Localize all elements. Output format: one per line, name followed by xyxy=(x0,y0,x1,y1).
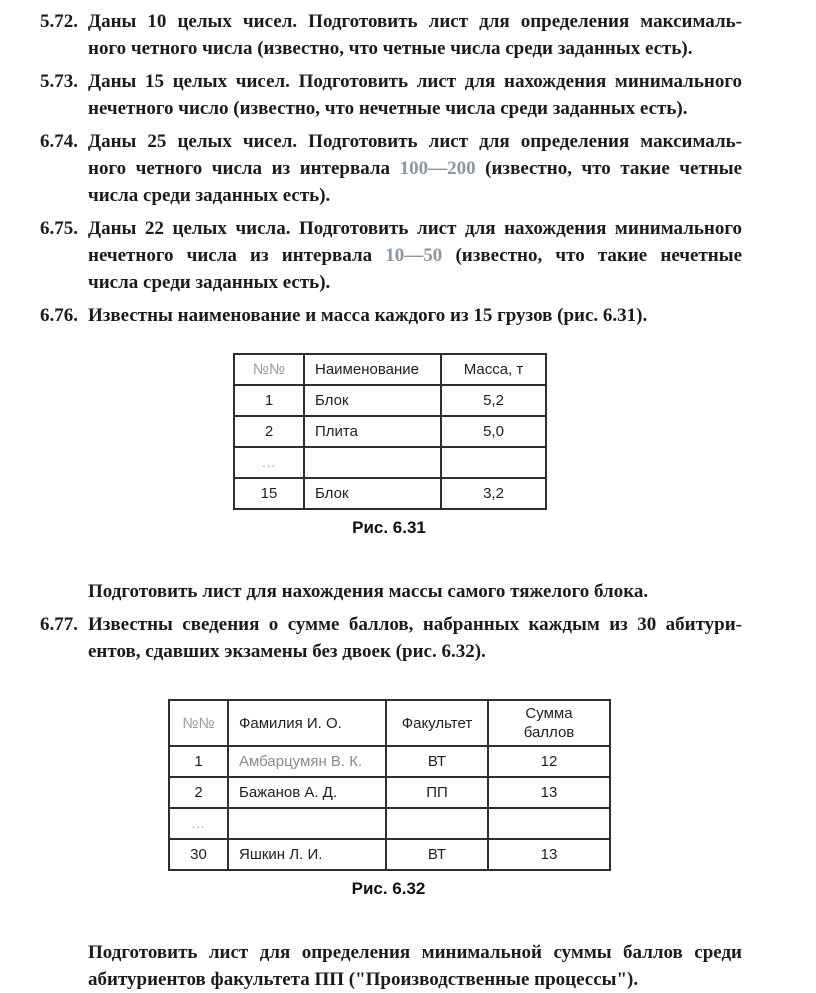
problem-text xyxy=(88,302,742,329)
table-cell: 12 xyxy=(488,746,610,777)
table-cell xyxy=(441,447,546,478)
table-cell: ВТ xyxy=(386,746,488,777)
problem-text xyxy=(88,611,742,665)
table-cell: 15 xyxy=(234,478,304,509)
problem-text xyxy=(88,215,742,296)
interval-range: 100—200 xyxy=(399,158,476,179)
problem-text xyxy=(88,68,742,122)
figure-6-31 xyxy=(233,353,545,538)
problem-text xyxy=(88,8,742,62)
table-header-row xyxy=(169,700,610,746)
text-line: Подготовить лист для нахождения массы самого тяжелого блока. xyxy=(88,581,649,602)
table-row xyxy=(169,839,610,870)
text-line: абитуриентов факультета ПП ("Производственные процессы"). xyxy=(88,969,639,990)
table-header-row xyxy=(234,354,546,385)
table-cell: Амбарцумян В. К. xyxy=(228,746,386,777)
table-cell: 2 xyxy=(169,777,228,808)
table-cell: 1 xyxy=(234,385,304,416)
problem-6-77 xyxy=(40,611,742,665)
text-line: Даны 10 целых чисел. Подготовить лист для определения максималь- xyxy=(88,11,742,32)
header-cell-name: Фамилия И. О. xyxy=(228,700,386,746)
problem-number: 6.74. xyxy=(40,131,78,152)
table-cell: Плита xyxy=(304,416,441,447)
text-line xyxy=(88,242,742,269)
text-line: Даны 22 целых числа. Подготовить лист для нахождения минимального xyxy=(88,218,742,239)
table-cell xyxy=(386,808,488,839)
table-cell: 13 xyxy=(488,777,610,808)
problem-5-72 xyxy=(40,8,742,62)
text-line: Даны 15 целых чисел. Подготовить лист для нахождения минимального xyxy=(88,71,742,92)
problem-5-73 xyxy=(40,68,742,122)
text-line: числа среди заданных есть). xyxy=(88,185,331,206)
problem-number: 6.75. xyxy=(40,218,78,239)
table-cell: 30 xyxy=(169,839,228,870)
problem-number: 5.73. xyxy=(40,71,78,92)
problem-number: 6.76. xyxy=(40,305,78,326)
header-score-label: Сумма баллов xyxy=(523,705,575,741)
header-cell-number: №№ xyxy=(169,700,228,746)
text-line: Подготовить лист для определения минимальной суммы баллов среди xyxy=(88,942,742,963)
text-segment: (известно, что такие четные xyxy=(475,158,743,179)
table-cell: ПП xyxy=(386,777,488,808)
table-row xyxy=(234,416,546,447)
table-cell: Блок xyxy=(304,385,441,416)
applicants-table xyxy=(168,699,611,871)
problem-6-74 xyxy=(40,128,742,209)
table-cell: ВТ xyxy=(386,839,488,870)
text-line: нечетного число (известно, что нечетные числа среди заданных есть). xyxy=(88,98,688,119)
note-paragraph xyxy=(88,939,742,993)
table-row-ellipsis xyxy=(234,447,546,478)
problem-number: 5.72. xyxy=(40,11,78,32)
text-line: Известны наименование и масса каждого из 15 грузов (рис. 6.31). xyxy=(88,305,648,326)
note-paragraph xyxy=(88,578,742,605)
figure-caption: Рис. 6.32 xyxy=(351,879,426,898)
text-line: числа среди заданных есть). xyxy=(88,272,331,293)
figure-6-32 xyxy=(168,699,609,899)
table-row xyxy=(234,385,546,416)
header-cell-number: №№ xyxy=(234,354,304,385)
text-segment: (известно, что такие нечетные xyxy=(442,245,742,266)
header-cell-name: Наименование xyxy=(304,354,441,385)
text-segment: нечетного числа из интервала xyxy=(88,245,386,266)
table-row xyxy=(234,478,546,509)
figure-caption: Рис. 6.31 xyxy=(352,518,426,537)
table-cell: ... xyxy=(234,447,304,478)
text-line: ного четного числа (известно, что четные числа среди заданных есть). xyxy=(88,38,693,59)
text-segment: ного четного числа из интервала xyxy=(88,158,400,179)
table-row xyxy=(169,777,610,808)
table-cell: 3,2 xyxy=(441,478,546,509)
table-cell: 1 xyxy=(169,746,228,777)
cargo-table xyxy=(233,353,547,510)
table-cell: 5,0 xyxy=(441,416,546,447)
table-cell: Бажанов А. Д. xyxy=(228,777,386,808)
problem-6-75 xyxy=(40,215,742,296)
table-row xyxy=(169,746,610,777)
table-cell: 13 xyxy=(488,839,610,870)
table-cell: Блок xyxy=(304,478,441,509)
header-cell-mass: Масса, т xyxy=(441,354,546,385)
problem-text xyxy=(88,128,742,209)
table-cell xyxy=(228,808,386,839)
problem-number: 6.77. xyxy=(40,614,78,635)
text-line: Даны 25 целых чисел. Подготовить лист для определения максималь- xyxy=(88,131,742,152)
text-line: ентов, сдавших экзамены без двоек (рис. 6.32). xyxy=(88,641,486,662)
table-cell: 5,2 xyxy=(441,385,546,416)
table-row-ellipsis xyxy=(169,808,610,839)
header-cell-faculty: Факультет xyxy=(386,700,488,746)
table-cell: 2 xyxy=(234,416,304,447)
table-cell: ... xyxy=(169,808,228,839)
text-line: Известны сведения о сумме баллов, набранных каждым из 30 абитури- xyxy=(88,614,742,635)
table-cell xyxy=(304,447,441,478)
text-line xyxy=(88,155,742,182)
table-cell: Яшкин Л. И. xyxy=(228,839,386,870)
table-cell xyxy=(488,808,610,839)
header-cell-score xyxy=(488,700,610,746)
interval-range: 10—50 xyxy=(385,245,443,266)
problem-6-76 xyxy=(40,302,742,329)
